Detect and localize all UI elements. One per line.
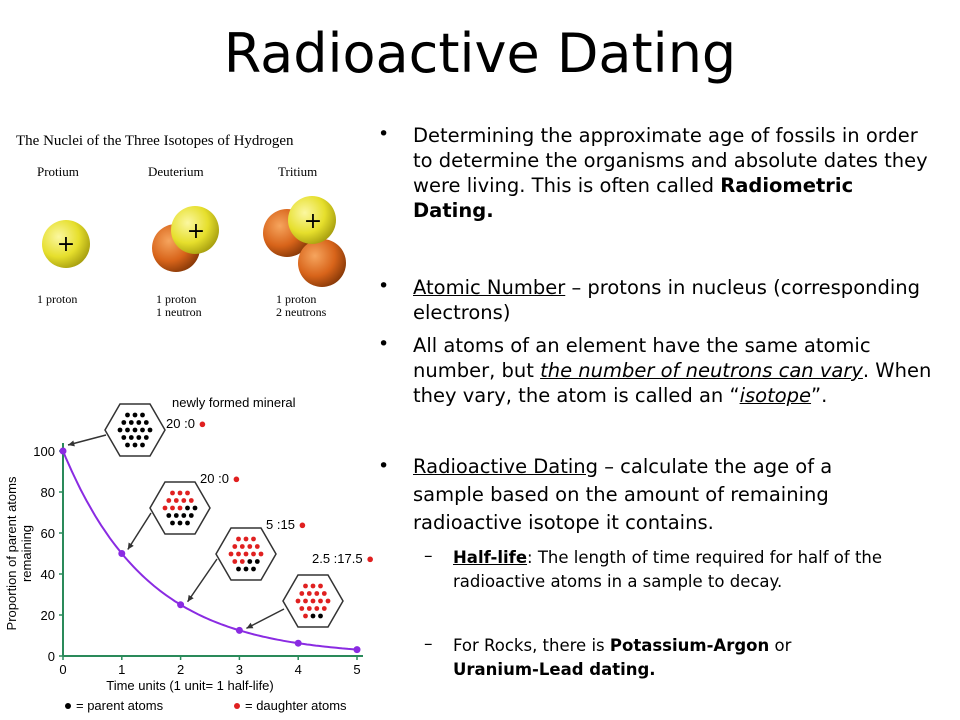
bullet-radiometric: Determining the approximate age of fossils in order to determine the organisms and absolute dates they were living. This is often called Radiometric Dating.	[413, 124, 928, 222]
atom-dot	[166, 513, 171, 518]
atom-dot	[229, 552, 234, 557]
annotation-ratio: 5 :15 ●	[266, 517, 307, 532]
atom-dot	[326, 599, 331, 604]
atom-dot	[232, 559, 237, 564]
bullet-dot: •	[378, 333, 390, 355]
data-point	[354, 646, 361, 653]
atom-dot	[303, 614, 308, 619]
atom-dot	[125, 413, 130, 418]
atom-dot	[318, 614, 323, 619]
proton-plus-3: +	[303, 209, 323, 234]
atom-dot	[307, 591, 312, 596]
atom-dot	[318, 584, 323, 589]
atom-dot	[314, 606, 319, 611]
atom-dot	[251, 567, 256, 572]
atom-dot	[133, 413, 138, 418]
atom-dot	[240, 544, 245, 549]
sub-rocks: For Rocks, there is Potassium-Argon or Uranium-Lead dating.	[453, 636, 792, 679]
atom-dot	[178, 491, 183, 496]
annotation-ratio: 2.5 :17.5 ●	[312, 551, 375, 566]
atom-dot	[322, 606, 327, 611]
atom-dot	[136, 435, 141, 440]
atom-dot	[185, 491, 190, 496]
y-tick-label: 40	[40, 567, 55, 582]
proton-plus-2: +	[186, 219, 206, 244]
atom-dot	[148, 428, 153, 433]
atom-dot	[240, 559, 245, 564]
y-tick-label: 100	[33, 444, 55, 459]
isotope-figure	[10, 128, 365, 333]
pointer-line	[246, 609, 284, 628]
y-tick-label: 80	[40, 485, 55, 500]
x-tick-label: 0	[59, 662, 67, 677]
y-tick-label: 0	[47, 649, 55, 664]
atom-dot	[244, 567, 249, 572]
legend-parent-label: = parent atoms	[76, 698, 164, 713]
atom-dot	[247, 559, 252, 564]
slide-title: Radioactive Dating	[223, 22, 737, 85]
atom-dot	[125, 428, 130, 433]
atom-dot	[236, 552, 241, 557]
legend-daughter-dot	[234, 703, 240, 709]
x-tick-label: 3	[235, 662, 244, 677]
x-tick-label: 1	[118, 662, 126, 677]
atom-dot	[251, 552, 256, 557]
atom-dot	[140, 413, 145, 418]
atom-dot	[189, 513, 194, 518]
isotope-name-protium: Protium	[37, 164, 79, 179]
atom-dot	[129, 435, 134, 440]
y-tick-label: 20	[40, 608, 55, 623]
data-point	[118, 550, 125, 557]
isotope-name-tritium: Tritium	[278, 164, 318, 179]
pointer-line	[188, 559, 217, 602]
atom-dot	[311, 599, 316, 604]
atom-dot	[299, 606, 304, 611]
bullet-atomic-number: Atomic Number – protons in nucleus (corresponding electrons)	[413, 276, 921, 324]
sub-dash: –	[424, 546, 433, 566]
pointer-line	[128, 513, 151, 550]
atom-dot	[133, 443, 138, 448]
atom-dot	[193, 506, 198, 511]
x-tick-label: 4	[294, 662, 302, 677]
y-tick-label: 60	[40, 526, 55, 541]
atom-dot	[136, 420, 141, 425]
atom-dot	[140, 428, 145, 433]
legend-daughter-label: = daughter atoms	[245, 698, 347, 713]
atom-dot	[121, 420, 126, 425]
atom-dot	[185, 506, 190, 511]
atom-dot	[174, 498, 179, 503]
x-tick-label: 2	[176, 662, 185, 677]
legend-parent-dot	[65, 703, 71, 709]
atom-dot	[244, 537, 249, 542]
atom-dot	[259, 552, 264, 557]
proton-plus-1: +	[56, 232, 76, 257]
atom-dot	[299, 591, 304, 596]
isotope-desc-tritium: 1 proton 2 neutrons	[276, 292, 327, 319]
tritium-nucleus	[263, 196, 346, 287]
atom-dot	[163, 506, 168, 511]
data-point	[295, 640, 302, 647]
isotope-name-deuterium: Deuterium	[148, 164, 204, 179]
atom-dot	[303, 584, 308, 589]
protium-nucleus	[42, 220, 90, 268]
atom-dot	[129, 420, 134, 425]
atom-dot	[178, 521, 183, 526]
atom-dot	[296, 599, 301, 604]
atom-dot	[170, 491, 175, 496]
bullet-isotope: All atoms of an element have the same atomic number, but the number of neutrons can vary. When they vary, the atom is called an “isotope”.	[413, 334, 932, 407]
bullet-radioactive-dating: Radioactive Dating – calculate the age of a sample based on the amount of remaining radioactive isotope it contains.	[413, 455, 833, 534]
atom-dot	[247, 544, 252, 549]
x-axis-label: Time units (1 unit= 1 half-life)	[106, 678, 274, 693]
y-axis-label: Proportion of parent atomsremaining	[4, 476, 34, 631]
atom-dot	[251, 537, 256, 542]
atom-dot	[232, 544, 237, 549]
atom-dot	[174, 513, 179, 518]
isotope-desc-protium: 1 proton	[37, 292, 78, 306]
bullet-dot: •	[378, 123, 390, 145]
atom-dot	[144, 435, 149, 440]
x-tick-label: 5	[353, 662, 361, 677]
atom-dot	[255, 559, 260, 564]
atom-dot	[178, 506, 183, 511]
atom-dot	[189, 498, 194, 503]
atom-dot	[185, 521, 190, 526]
atom-dot	[311, 614, 316, 619]
half-life-chart	[0, 383, 380, 720]
sub-dash: –	[424, 634, 433, 654]
atom-dot	[322, 591, 327, 596]
neutron-ball	[298, 239, 346, 287]
annotation-ratio: 20 :0 ●	[166, 416, 207, 431]
atom-dot	[303, 599, 308, 604]
atom-dot	[255, 544, 260, 549]
atom-dot	[125, 443, 130, 448]
atom-dot	[144, 420, 149, 425]
atom-dot	[133, 428, 138, 433]
annotation-ratio: 20 :0 ●	[200, 471, 241, 486]
data-point	[236, 627, 243, 634]
bullet-dot: •	[378, 275, 390, 297]
atom-dot	[181, 498, 186, 503]
atom-dot	[140, 443, 145, 448]
sub-half-life: Half-life: The length of time required for half of the radioactive atoms in a sample to decay.	[453, 548, 883, 591]
atom-dot	[170, 521, 175, 526]
atom-dot	[311, 584, 316, 589]
atom-dot	[170, 506, 175, 511]
atom-dot	[121, 435, 126, 440]
data-point	[60, 448, 67, 455]
atom-dot	[181, 513, 186, 518]
atom-dot	[318, 599, 323, 604]
bullet-dot: •	[378, 455, 390, 477]
annotation-newly-formed: newly formed mineral	[172, 395, 296, 410]
isotope-desc-deuterium: 1 proton 1 neutron	[156, 292, 202, 319]
atom-dot	[236, 567, 241, 572]
deuterium-nucleus	[152, 206, 219, 272]
atom-dot	[118, 428, 123, 433]
atom-dot	[314, 591, 319, 596]
isotope-heading: The Nuclei of the Three Isotopes of Hydrogen	[16, 133, 294, 149]
atom-dot	[166, 498, 171, 503]
atom-dot	[307, 606, 312, 611]
atom-dot	[244, 552, 249, 557]
atom-dot	[236, 537, 241, 542]
data-point	[177, 601, 184, 608]
arrowhead	[188, 595, 194, 602]
